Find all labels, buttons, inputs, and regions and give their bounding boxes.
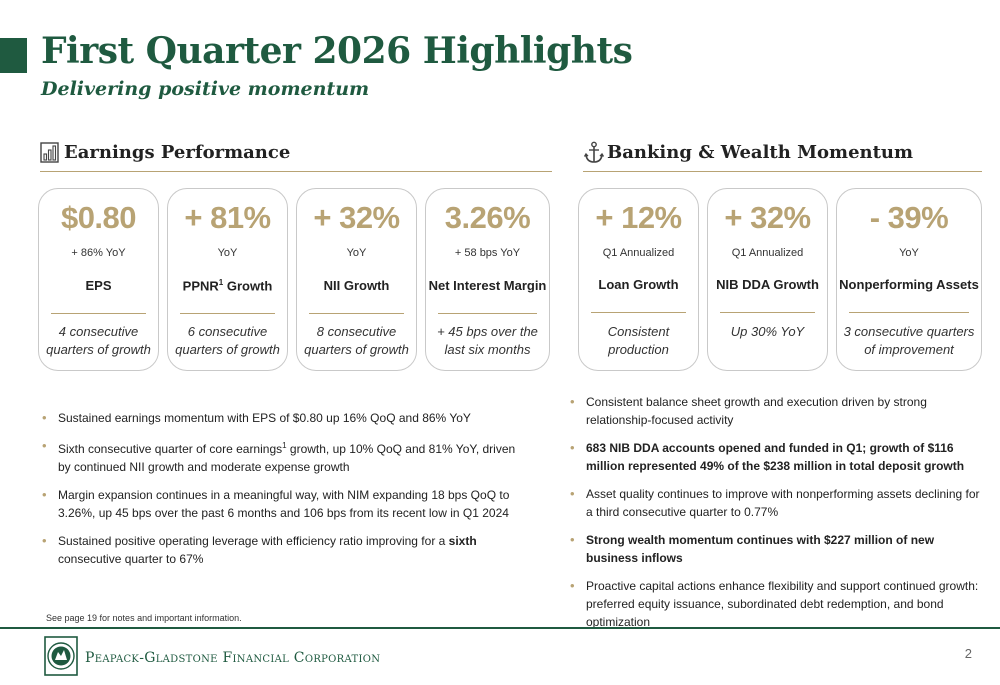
loan-growth-card bbox=[578, 188, 699, 371]
card-divider bbox=[591, 312, 686, 313]
card-subtext: YoY bbox=[899, 247, 919, 259]
bullet-text: Asset quality continues to improve with nonperforming assets declining for a third consecutive quarter to 0.77% bbox=[586, 487, 980, 519]
card-subtext: Q1 Annualized bbox=[602, 247, 675, 259]
card-metric-name: NII Growth bbox=[323, 278, 390, 293]
card-note: 8 consecutive quarters of growth bbox=[304, 324, 409, 357]
bullet-bold-text: Strong wealth momentum continues with $227 million of new business inflows bbox=[586, 533, 935, 565]
list-item bbox=[570, 485, 982, 521]
page-number: 2 bbox=[964, 646, 972, 661]
list-item bbox=[42, 532, 527, 568]
card-metric-name: Nonperforming Assets bbox=[839, 277, 979, 292]
footnote-marker: 1 bbox=[218, 278, 224, 287]
bullet-text: Sixth consecutive quarter of core earnings bbox=[58, 442, 283, 456]
banking-section-header bbox=[583, 141, 982, 172]
card-metric-name-tail: Growth bbox=[223, 278, 273, 294]
page-title: First Quarter 2026 Highlights bbox=[41, 30, 633, 72]
card-metric-name: NIB DDA Growth bbox=[716, 277, 819, 292]
earnings-section-header bbox=[40, 141, 552, 172]
bullet-text: Sustained earnings momentum with EPS of $0.80 up 16% QoQ and 86% YoY bbox=[58, 411, 471, 425]
card-divider bbox=[720, 312, 815, 313]
bullet-bold-text: sixth bbox=[448, 534, 477, 548]
card-value: + 32% bbox=[313, 200, 400, 235]
card-divider bbox=[849, 312, 969, 313]
card-metric-name: Net Interest Margin bbox=[428, 278, 547, 293]
company-seal-icon bbox=[44, 636, 78, 676]
bar-chart-icon bbox=[40, 141, 62, 165]
list-item bbox=[570, 393, 982, 429]
nib-dda-card bbox=[707, 188, 828, 371]
footnote-marker: 1 bbox=[282, 441, 287, 450]
page-subtitle: Delivering positive momentum bbox=[41, 78, 370, 100]
card-value: + 32% bbox=[724, 200, 811, 235]
card-note: Up 30% YoY bbox=[730, 324, 805, 339]
card-value: + 81% bbox=[184, 200, 271, 235]
nii-card bbox=[296, 188, 417, 371]
list-item bbox=[570, 577, 982, 631]
card-divider bbox=[180, 313, 275, 314]
bullet-text: Sustained positive operating leverage with efficiency ratio improving for a bbox=[58, 534, 449, 548]
bullet-text: Margin expansion continues in a meaningful way, with NIM expanding 18 bps QoQ to 3.26%, up 45 bps over the past 6 months and 106 bps from its recent low in Q1 2024 bbox=[58, 488, 510, 520]
title-accent-bar bbox=[0, 38, 27, 73]
earnings-section-title: Earnings Performance bbox=[64, 142, 291, 163]
card-metric-name bbox=[168, 278, 287, 293]
anchor-icon bbox=[583, 141, 605, 165]
list-item bbox=[42, 409, 527, 427]
card-subtext: YoY bbox=[217, 247, 238, 259]
card-note: 3 consecutive quarters of improvement bbox=[843, 324, 975, 357]
card-value: + 12% bbox=[595, 200, 682, 235]
card-metric-name: EPS bbox=[85, 278, 112, 293]
card-subtext: Q1 Annualized bbox=[731, 247, 804, 259]
card-divider bbox=[51, 313, 146, 314]
bullet-text: consecutive quarter to 67% bbox=[58, 552, 204, 566]
company-name: Peapack-Gladstone Financial Corporation bbox=[85, 650, 381, 666]
bullet-bold-text: 683 NIB DDA accounts opened and funded in Q1; growth of $116 million represented 49% of the $238 million in total deposit growth bbox=[586, 441, 965, 473]
bullet-text: Consistent balance sheet growth and execution driven by strong relationship-focused activity bbox=[586, 395, 927, 427]
footnote: See page 19 for notes and important information. bbox=[46, 613, 242, 623]
card-subtext: + 58 bps YoY bbox=[454, 247, 521, 259]
banking-bullet-list bbox=[570, 393, 982, 631]
nonperforming-assets-card bbox=[836, 188, 982, 371]
card-value: 3.26% bbox=[444, 200, 531, 235]
list-item bbox=[570, 439, 982, 475]
list-item bbox=[42, 437, 527, 476]
bullet-text: growth, up 10% QoQ and 81% YoY, driven by continued NII growth and moderate expense growth bbox=[58, 442, 516, 474]
banking-section-title: Banking & Wealth Momentum bbox=[607, 142, 914, 163]
bullet-text: Proactive capital actions enhance flexibility and support continued growth: preferred equity issuance, subordinated debt redemption, and bond optimization bbox=[586, 579, 979, 629]
list-item bbox=[570, 531, 982, 567]
footer-divider bbox=[0, 627, 1000, 629]
ppnr-card bbox=[167, 188, 288, 371]
card-note: 4 consecutive quarters of growth bbox=[46, 324, 151, 357]
card-divider bbox=[438, 313, 537, 314]
card-note: Consistent production bbox=[607, 324, 670, 357]
list-item bbox=[42, 486, 527, 522]
eps-card bbox=[38, 188, 159, 371]
card-metric-name: Loan Growth bbox=[598, 277, 679, 292]
card-note: + 45 bps over the last six months bbox=[437, 324, 538, 357]
card-value: - 39% bbox=[869, 200, 949, 235]
card-value: $0.80 bbox=[60, 200, 137, 235]
earnings-bullet-list bbox=[42, 409, 527, 568]
card-metric-name-main: PPNR bbox=[182, 278, 219, 294]
card-divider bbox=[309, 313, 404, 314]
nim-card bbox=[425, 188, 550, 371]
card-subtext: + 86% YoY bbox=[71, 247, 126, 259]
card-subtext: YoY bbox=[346, 247, 367, 259]
card-note: 6 consecutive quarters of growth bbox=[175, 324, 280, 357]
